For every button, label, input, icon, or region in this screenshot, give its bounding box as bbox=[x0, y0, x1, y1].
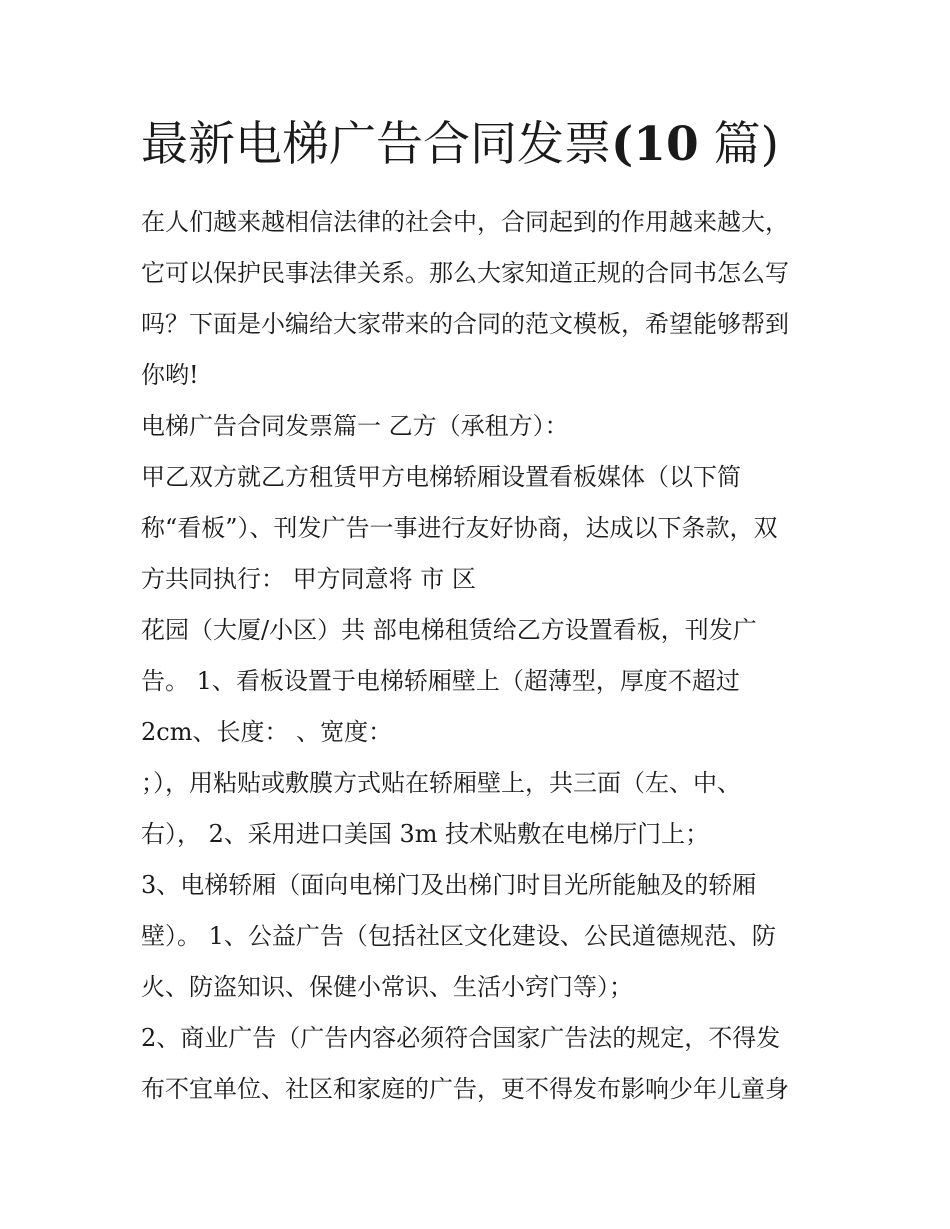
title-count: (10 bbox=[611, 117, 699, 172]
body-line: 3、电梯轿厢（面向电梯门及出梯门时目光所能触及的轿厢 bbox=[141, 871, 757, 899]
body-line: 称“看板”）、刊发广告一事进行友好协商，达成以下条款，双 bbox=[141, 514, 778, 542]
document-title bbox=[141, 112, 841, 178]
body-line: 方共同执行： 甲方同意将 市 区 bbox=[141, 565, 476, 593]
body-line: 甲乙双方就乙方租赁甲方电梯轿厢设置看板媒体（以下简 bbox=[141, 463, 741, 491]
body-line: 吗？下面是小编给大家带来的合同的范文模板，希望能够帮到 bbox=[141, 310, 789, 338]
body-line: 火、防盗知识、保健小常识、生活小窍门等）； bbox=[141, 973, 633, 1001]
title-main: 最新电梯广告合同发票 bbox=[141, 117, 611, 172]
title-tail: 篇) bbox=[698, 117, 779, 172]
body-line: 壁）。 1、公益广告（包括社区文化建设、公民道德规范、防 bbox=[141, 922, 776, 950]
body-line: 电梯广告合同发票篇一 乙方（承租方）： bbox=[141, 412, 569, 440]
body-line: ；），用粘贴或敷膜方式贴在轿厢壁上，共三面（左、中、 bbox=[141, 769, 741, 797]
body-line: 告。 1、看板设置于电梯轿厢壁上（超薄型，厚度不超过 bbox=[141, 667, 740, 695]
body-line: 它可以保护民事法律关系。那么大家知道正规的合同书怎么写 bbox=[141, 259, 789, 287]
document-body bbox=[141, 197, 821, 1115]
body-line: 布不宜单位、社区和家庭的广告，更不得发布影响少年儿童身 bbox=[141, 1075, 789, 1103]
body-line: 在人们越来越相信法律的社会中，合同起到的作用越来越大， bbox=[141, 208, 789, 236]
body-line: 2、商业广告（广告内容必须符合国家广告法的规定，不得发 bbox=[141, 1024, 781, 1052]
body-line: 右）， 2、采用进口美国 3m 技术贴敷在电梯厅门上； bbox=[141, 820, 710, 848]
body-line: 2cm、长度： 、宽度： bbox=[141, 718, 393, 746]
body-line: 你哟! bbox=[141, 361, 199, 389]
body-line: 花园（大厦/小区）共 部电梯租赁给乙方设置看板，刊发广 bbox=[141, 616, 757, 644]
